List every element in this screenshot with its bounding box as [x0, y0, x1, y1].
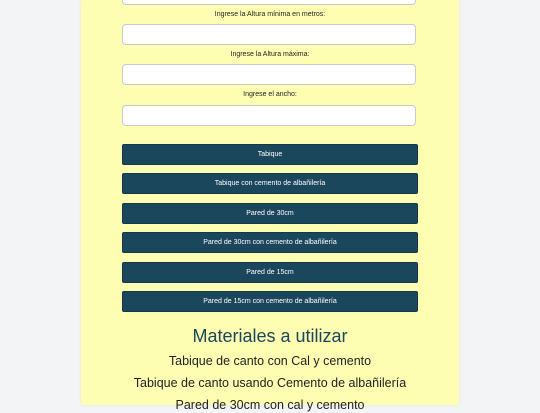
pared-15cm-button[interactable]: Pared de 15cm — [122, 262, 418, 283]
max-height-label: Ingrese la Altura máxima: — [230, 51, 310, 58]
width-input[interactable] — [122, 105, 416, 126]
width-label: Ingrese el ancho: — [243, 91, 297, 98]
material-item: Pared de 30cm con cal y cemento — [175, 398, 365, 412]
material-item: Tabique de canto usando Cemento de albañilería — [133, 376, 407, 390]
pared-30cm-cemento-albanileria-button[interactable]: Pared de 30cm con cemento de albañilería — [122, 232, 418, 253]
max-height-input[interactable] — [122, 64, 416, 85]
materials-title: Materiales a utilizar — [192, 326, 348, 346]
tabique-button[interactable]: Tabique — [122, 144, 418, 165]
min-height-input[interactable] — [122, 24, 416, 45]
previous-input-field[interactable] — [122, 0, 416, 5]
material-item: Tabique de canto con Cal y cemento — [168, 354, 372, 368]
pared-30cm-button[interactable]: Pared de 30cm — [122, 203, 418, 224]
pared-15cm-cemento-albanileria-button[interactable]: Pared de 15cm con cemento de albañilería — [122, 291, 418, 312]
tabique-cemento-albanileria-button[interactable]: Tabique con cemento de albañilería — [122, 173, 418, 194]
min-height-label: Ingrese la Altura mínima en metros: — [214, 11, 326, 18]
